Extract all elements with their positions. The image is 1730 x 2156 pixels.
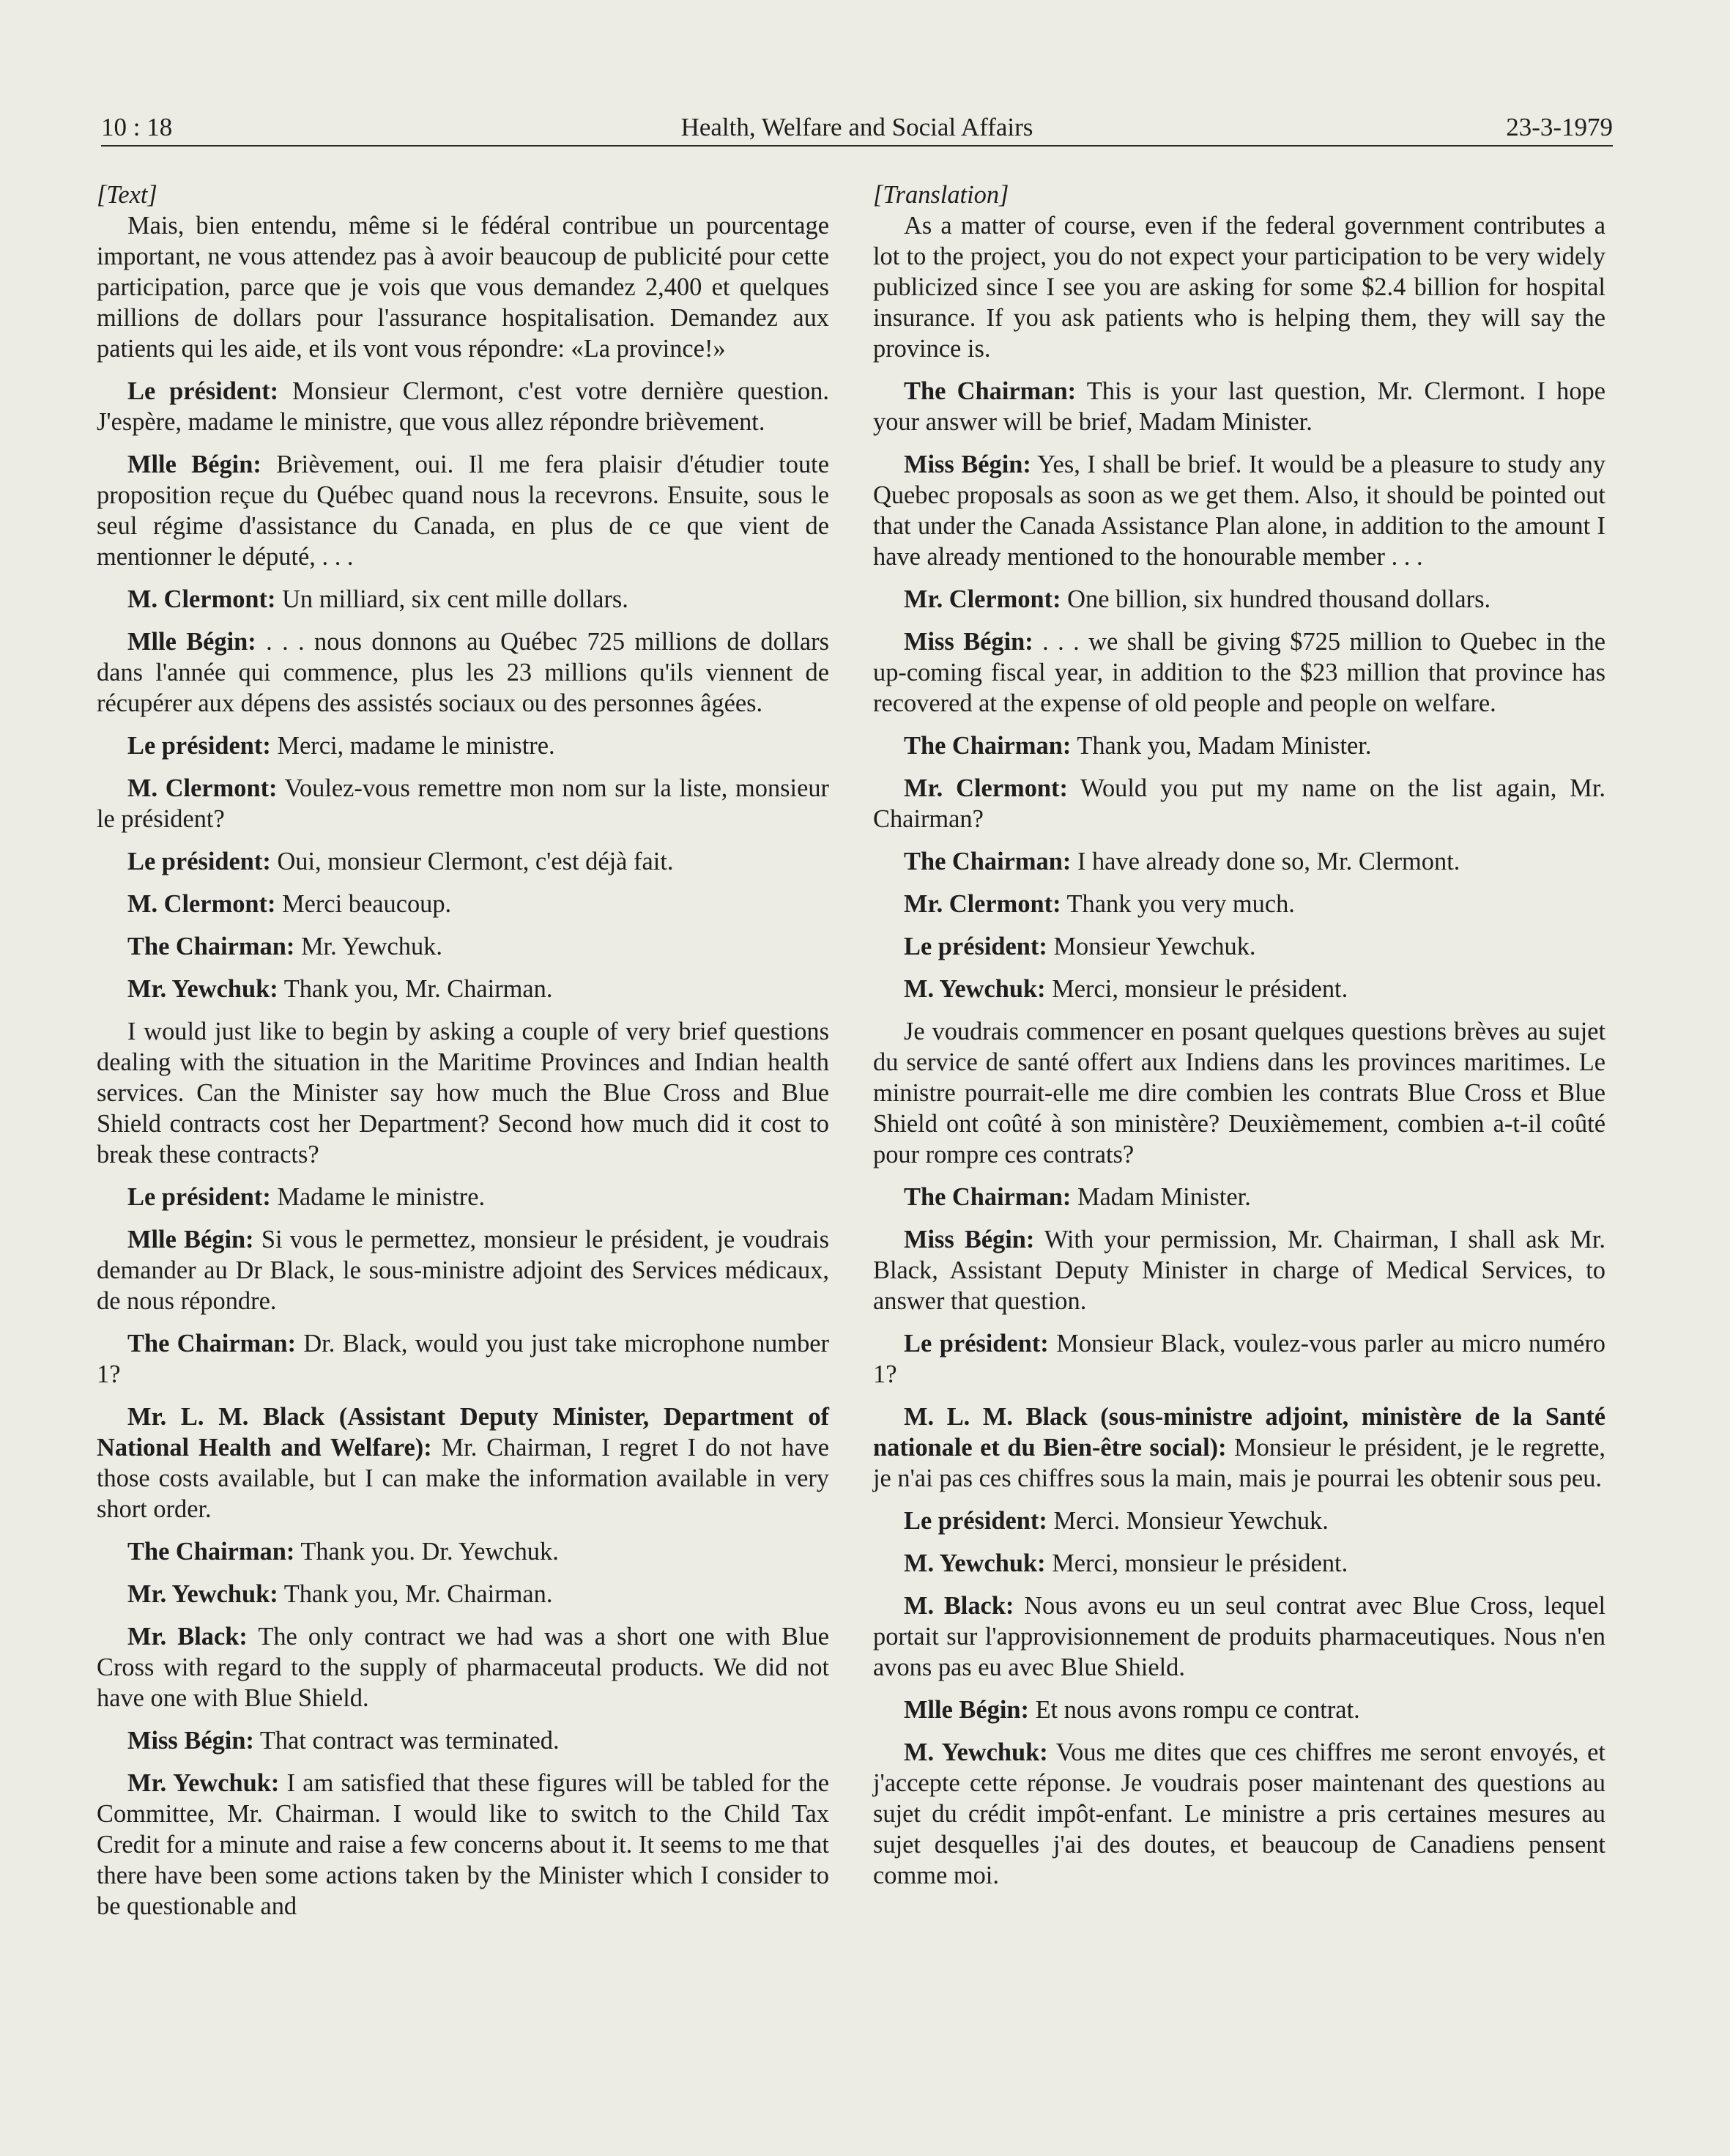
transcript-paragraph <box>873 931 1605 962</box>
speaker-name: Mr. Yewchuk: <box>127 975 278 1003</box>
speaker-name: M. L. M. Black (sous-ministre adjoint, ministère de la Santé nationale et du Bien-être social): <box>873 1403 1605 1462</box>
speech-text: Merci beaucoup. <box>282 890 452 918</box>
transcript-paragraph <box>873 1224 1605 1316</box>
speaker-name: Mr. Black: <box>127 1623 248 1651</box>
speaker-name: Le président: <box>127 848 271 875</box>
transcript-paragraph <box>97 1016 829 1170</box>
speech-text: Merci, madame le ministre. <box>277 732 555 760</box>
speech-text: Voulez-vous remettre mon nom sur la liste, monsieur le président? <box>97 774 829 833</box>
running-header <box>101 108 1613 147</box>
speech-text: . . . we shall be giving $725 million to Quebec in the up-coming fiscal year, in addition to the $23 million that province has recovered at the expense of old people and people on welfare. <box>873 628 1605 717</box>
speaker-name: Mlle Bégin: <box>127 628 256 656</box>
speech-text: Monsieur Yewchuk. <box>1053 933 1256 960</box>
transcript-paragraph <box>97 584 829 615</box>
page-number: 10 : 18 <box>101 113 173 141</box>
language-tag: [Text] <box>97 181 157 209</box>
transcript-paragraph <box>97 889 829 919</box>
speech-text: Merci. Monsieur Yewchuk. <box>1053 1507 1329 1535</box>
speaker-name: Miss Bégin: <box>127 1727 254 1755</box>
speaker-name: The Chairman: <box>127 1538 295 1566</box>
speaker-name: The Chairman: <box>904 377 1077 405</box>
speaker-name: Mr. Clermont: <box>904 585 1061 613</box>
transcript-paragraph <box>873 449 1605 572</box>
speech-text: Merci, monsieur le président. <box>1052 1549 1348 1577</box>
speaker-name: Mr. Yewchuk: <box>127 1580 278 1608</box>
english-translation-column <box>873 179 1605 1903</box>
speech-text: Thank you. Dr. Yewchuk. <box>300 1538 559 1566</box>
speaker-name: Mr. Clermont: <box>904 774 1068 802</box>
speech-text: Monsieur le président, je le regrette, je n'ai pas ces chiffres sous la main, mais je pourrai les obtenir sous peu. <box>873 1434 1605 1492</box>
transcript-paragraph <box>873 974 1605 1004</box>
speech-text: Thank you very much. <box>1066 890 1295 918</box>
transcript-paragraph <box>873 730 1605 761</box>
speaker-name: Miss Bégin: <box>904 628 1033 656</box>
speech-text: The only contract we had was a short one with Blue Cross with regard to the supply of pharmaceutal products. We did not have one with Blue Shield. <box>97 1623 829 1712</box>
transcript-paragraph <box>97 1182 829 1212</box>
transcript-paragraph <box>97 626 829 719</box>
speech-text: Madam Minister. <box>1077 1183 1251 1211</box>
transcript-paragraph <box>873 1505 1605 1536</box>
transcript-paragraph <box>873 1401 1605 1494</box>
speech-text: Monsieur Clermont, c'est votre dernière question. J'espère, madame le ministre, que vous allez répondre brièvement. <box>97 377 829 436</box>
speaker-name: Le président: <box>127 377 279 405</box>
transcript-paragraph <box>873 1548 1605 1579</box>
speaker-name: M. Yewchuk: <box>904 1738 1048 1766</box>
transcript-paragraph <box>97 730 829 761</box>
transcript-paragraph <box>97 974 829 1004</box>
speech-text: Si vous le permettez, monsieur le président, je voudrais demander au Dr Black, le sous-ministre adjoint des Services médicaux, de nous répondre. <box>97 1226 829 1315</box>
speech-text: With your permission, Mr. Chairman, I shall ask Mr. Black, Assistant Deputy Minister in charge of Medical Services, to answer that question. <box>873 1226 1605 1315</box>
transcript-paragraph <box>97 449 829 572</box>
speech-text: Thank you, Mr. Chairman. <box>283 975 553 1003</box>
speech-text: Et nous avons rompu ce contrat. <box>1035 1696 1360 1724</box>
speech-text: I am satisfied that these figures will be tabled for the Committee, Mr. Chairman. I would like to switch to the Child Tax Credit for a minute and raise a few concerns about it. It seems to me that there have been some actions taken by the Minister which I consider to be questionable and <box>97 1769 829 1920</box>
speech-text: Dr. Black, would you just take microphone number 1? <box>97 1330 829 1388</box>
speech-text: Oui, monsieur Clermont, c'est déjà fait. <box>277 848 674 875</box>
speaker-name: Le président: <box>127 732 271 760</box>
transcript-paragraph <box>97 1224 829 1316</box>
speech-text: Vous me dites que ces chiffres me seront envoyés, et j'accepte cette réponse. Je voudrais poser maintenant des questions au sujet du crédit impôt-enfant. Le ministre a pris certaines mesures au sujet desquelles j'ai des doutes, et beaucoup de Canadiens pensent comme moi. <box>873 1738 1605 1889</box>
transcript-paragraph <box>97 773 829 834</box>
speaker-name: Miss Bégin: <box>904 451 1031 478</box>
transcript-paragraph <box>97 931 829 962</box>
speaker-name: Le président: <box>127 1183 271 1211</box>
speech-text: I have already done so, Mr. Clermont. <box>1077 848 1460 875</box>
transcript-paragraph <box>97 1621 829 1714</box>
speaker-name: Le président: <box>904 1330 1049 1357</box>
speech-text: Je voudrais commencer en posant quelques questions brèves au sujet du service de santé offert aux Indiens dans les provinces maritimes. Le ministre pourrait-elle me dire combien les contrats Blue Cross et Blue Shield ont coûté à son ministère? Deuxièmement, combien a-t-il coûté pour rompre ces contrats? <box>873 1018 1605 1168</box>
transcript-paragraph <box>873 626 1605 719</box>
transcript-paragraph <box>873 846 1605 877</box>
transcript-paragraph <box>873 1737 1605 1891</box>
publication-title: Health, Welfare and Social Affairs <box>680 113 1033 141</box>
speaker-name: M. Clermont: <box>127 890 276 918</box>
speaker-name: Mr. Clermont: <box>904 890 1061 918</box>
speaker-name: The Chairman: <box>127 933 295 960</box>
transcript-paragraph <box>97 210 829 364</box>
speech-text: Nous avons eu un seul contrat avec Blue Cross, lequel portait sur l'approvisionnement de produits pharmaceutiques. Nous n'en avons pas eu avec Blue Shield. <box>873 1592 1605 1681</box>
sitting-date: 23-3-1979 <box>1506 113 1613 141</box>
speaker-name: Mr. Yewchuk: <box>127 1769 280 1797</box>
speaker-name: The Chairman: <box>904 1183 1072 1211</box>
speech-text: Mr. Yewchuk. <box>300 933 442 960</box>
speaker-name: M. Black: <box>904 1592 1014 1620</box>
speech-text: Yes, I shall be brief. It would be a pleasure to study any Quebec proposals as soon as we get them. Also, it should be pointed out that under the Canada Assistance Plan alone, in addition to the amount I have already mentioned to the honourable member . . . <box>873 451 1605 571</box>
transcript-paragraph <box>873 889 1605 919</box>
speech-text: . . . nous donnons au Québec 725 millions de dollars dans l'année qui commence, plus les 23 millions qu'ils viennent de récupérer aux dépens des assistés sociaux ou des personnes âgées. <box>97 628 829 717</box>
speaker-name: The Chairman: <box>904 732 1072 760</box>
transcript-paragraph <box>97 846 829 877</box>
transcript-paragraph <box>97 1401 829 1525</box>
transcript-paragraph <box>97 1536 829 1567</box>
transcript-paragraph <box>873 1182 1605 1212</box>
speaker-name: Mlle Bégin: <box>904 1696 1029 1724</box>
transcript-paragraph <box>873 1016 1605 1170</box>
transcript-paragraph <box>873 1590 1605 1683</box>
transcript-paragraph <box>97 1768 829 1922</box>
speech-text: Un milliard, six cent mille dollars. <box>282 585 628 613</box>
speech-text: Thank you, Madam Minister. <box>1077 732 1372 760</box>
transcript-paragraph <box>873 584 1605 615</box>
speaker-name: Le président: <box>904 933 1047 960</box>
speech-text: Monsieur Black, voulez-vous parler au micro numéro 1? <box>873 1330 1605 1388</box>
transcript-paragraph <box>873 210 1605 364</box>
french-original-column <box>97 179 829 1933</box>
speech-text: Thank you, Mr. Chairman. <box>283 1580 553 1608</box>
speaker-name: Miss Bégin: <box>904 1226 1035 1253</box>
transcript-paragraph <box>97 1725 829 1756</box>
transcript-paragraph <box>97 1328 829 1390</box>
speech-text: I would just like to begin by asking a couple of very brief questions dealing with the situation in the Maritime Provinces and Indian health services. Can the Minister say how much the Blue Cross and Blue Shield contracts cost her Department? Second how much did it cost to break these contracts? <box>97 1018 829 1168</box>
speaker-name: Mlle Bégin: <box>127 451 261 478</box>
speaker-name: Mlle Bégin: <box>127 1226 254 1253</box>
speaker-name: Le président: <box>904 1507 1047 1535</box>
speaker-name: M. Yewchuk: <box>904 1549 1046 1577</box>
speaker-name: M. Clermont: <box>127 585 276 613</box>
transcript-paragraph <box>873 773 1605 834</box>
transcript-paragraph <box>97 1579 829 1609</box>
speech-text: Madame le ministre. <box>277 1183 486 1211</box>
speech-text: One billion, six hundred thousand dollars. <box>1067 585 1491 613</box>
transcript-paragraph <box>97 376 829 437</box>
speech-text: Mais, bien entendu, même si le fédéral contribue un pourcentage important, ne vous attendez pas à avoir beaucoup de publicité pour cette participation, parce que je vois que vous demandez 2,400 et quelques millions de dollars pour l'assurance hospitalisation. Demandez aux patients qui les aide, et ils vont vous répondre: «La province!» <box>97 212 829 363</box>
transcript-paragraph <box>873 1694 1605 1725</box>
speaker-name: M. Clermont: <box>127 774 278 802</box>
speech-text: As a matter of course, even if the federal government contributes a lot to the project, you do not expect your participation to be very widely publicized since I see you are asking for some $2.4 billion for hospital insurance. If you ask patients who is helping them, they will say the province is. <box>873 212 1605 363</box>
speaker-name: The Chairman: <box>904 848 1072 875</box>
speech-text: That contract was terminated. <box>259 1727 560 1755</box>
speech-text: Mr. Chairman, I regret I do not have those costs available, but I can make the information available in very short order. <box>97 1434 829 1523</box>
speech-text: Merci, monsieur le président. <box>1052 975 1348 1003</box>
transcript-paragraph <box>873 376 1605 437</box>
speaker-name: Mr. L. M. Black (Assistant Deputy Minister, Department of National Health and Welfare): <box>97 1403 829 1462</box>
speech-text: This is your last question, Mr. Clermont. I hope your answer will be brief, Madam Minister. <box>873 377 1605 436</box>
speaker-name: M. Yewchuk: <box>904 975 1046 1003</box>
speech-text: Would you put my name on the list again, Mr. Chairman? <box>873 774 1605 833</box>
speech-text: Brièvement, oui. Il me fera plaisir d'étudier toute proposition reçue du Québec quand nous la recevrons. Ensuite, sous le seul régime d'assistance du Canada, en plus de ce que vient de mentionner le député, . . . <box>97 451 829 571</box>
transcript-paragraph <box>873 1328 1605 1390</box>
language-tag: [Translation] <box>873 181 1009 209</box>
speaker-name: The Chairman: <box>127 1330 297 1357</box>
